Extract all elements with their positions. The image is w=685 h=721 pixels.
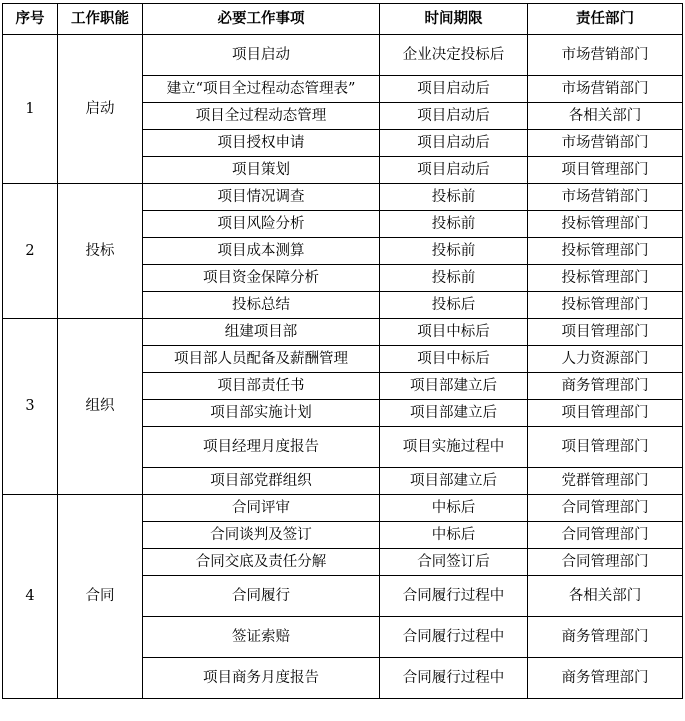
work-matrix-table (2, 3, 683, 699)
table-row (3, 319, 683, 346)
item-cell: 项目情况调查 (143, 184, 380, 211)
table-row (3, 35, 683, 76)
deadline-cell: 中标后 (380, 495, 528, 522)
item-cell: 项目策划 (143, 157, 380, 184)
dept-cell: 合同管理部门 (528, 495, 683, 522)
dept-cell: 商务管理部门 (528, 658, 683, 699)
header-row (3, 4, 683, 35)
dept-cell: 投标管理部门 (528, 211, 683, 238)
item-cell: 项目启动 (143, 35, 380, 76)
group-function: 投标 (58, 184, 143, 319)
dept-cell: 项目管理部门 (528, 400, 683, 427)
header-deadline: 时间期限 (380, 4, 528, 35)
deadline-cell: 合同履行过程中 (380, 617, 528, 658)
header-dept: 责任部门 (528, 4, 683, 35)
item-cell: 投标总结 (143, 292, 380, 319)
item-cell: 项目经理月度报告 (143, 427, 380, 468)
dept-cell: 人力资源部门 (528, 346, 683, 373)
item-cell: 项目部实施计划 (143, 400, 380, 427)
item-cell: 项目商务月度报告 (143, 658, 380, 699)
item-cell: 项目资金保障分析 (143, 265, 380, 292)
deadline-cell: 项目部建立后 (380, 400, 528, 427)
dept-cell: 商务管理部门 (528, 373, 683, 400)
deadline-cell: 企业决定投标后 (380, 35, 528, 76)
deadline-cell: 投标前 (380, 238, 528, 265)
deadline-cell: 项目实施过程中 (380, 427, 528, 468)
item-cell: 项目部责任书 (143, 373, 380, 400)
table-row (3, 495, 683, 522)
dept-cell: 合同管理部门 (528, 549, 683, 576)
header-no: 序号 (3, 4, 58, 35)
deadline-cell: 合同履行过程中 (380, 658, 528, 699)
item-cell: 合同履行 (143, 576, 380, 617)
dept-cell: 各相关部门 (528, 103, 683, 130)
dept-cell: 项目管理部门 (528, 427, 683, 468)
group-function: 启动 (58, 35, 143, 184)
deadline-cell: 项目部建立后 (380, 373, 528, 400)
item-cell: 项目部党群组织 (143, 468, 380, 495)
dept-cell: 市场营销部门 (528, 35, 683, 76)
deadline-cell: 投标前 (380, 184, 528, 211)
table-row (3, 184, 683, 211)
deadline-cell: 项目部建立后 (380, 468, 528, 495)
dept-cell: 合同管理部门 (528, 522, 683, 549)
header-item: 必要工作事项 (143, 4, 380, 35)
dept-cell: 投标管理部门 (528, 265, 683, 292)
item-cell: 组建项目部 (143, 319, 380, 346)
deadline-cell: 项目中标后 (380, 346, 528, 373)
group-function: 合同 (58, 495, 143, 699)
dept-cell: 党群管理部门 (528, 468, 683, 495)
deadline-cell: 项目启动后 (380, 130, 528, 157)
item-cell: 建立“项目全过程动态管理表” (143, 76, 380, 103)
item-cell: 项目部人员配备及薪酬管理 (143, 346, 380, 373)
item-cell: 合同交底及责任分解 (143, 549, 380, 576)
dept-cell: 投标管理部门 (528, 238, 683, 265)
deadline-cell: 项目启动后 (380, 103, 528, 130)
deadline-cell: 项目中标后 (380, 319, 528, 346)
dept-cell: 市场营销部门 (528, 76, 683, 103)
item-cell: 合同评审 (143, 495, 380, 522)
dept-cell: 市场营销部门 (528, 130, 683, 157)
group-number: 3 (3, 319, 58, 495)
item-cell: 项目授权申请 (143, 130, 380, 157)
table-body (3, 35, 683, 699)
dept-cell: 市场营销部门 (528, 184, 683, 211)
dept-cell: 各相关部门 (528, 576, 683, 617)
deadline-cell: 投标前 (380, 265, 528, 292)
deadline-cell: 合同履行过程中 (380, 576, 528, 617)
dept-cell: 商务管理部门 (528, 617, 683, 658)
group-number: 1 (3, 35, 58, 184)
group-number: 4 (3, 495, 58, 699)
deadline-cell: 中标后 (380, 522, 528, 549)
deadline-cell: 投标前 (380, 211, 528, 238)
deadline-cell: 投标后 (380, 292, 528, 319)
header-function: 工作职能 (58, 4, 143, 35)
deadline-cell: 合同签订后 (380, 549, 528, 576)
item-cell: 合同谈判及签订 (143, 522, 380, 549)
item-cell: 项目风险分析 (143, 211, 380, 238)
dept-cell: 项目管理部门 (528, 157, 683, 184)
group-function: 组织 (58, 319, 143, 495)
dept-cell: 投标管理部门 (528, 292, 683, 319)
deadline-cell: 项目启动后 (380, 157, 528, 184)
item-cell: 项目成本测算 (143, 238, 380, 265)
group-number: 2 (3, 184, 58, 319)
item-cell: 签证索赔 (143, 617, 380, 658)
item-cell: 项目全过程动态管理 (143, 103, 380, 130)
deadline-cell: 项目启动后 (380, 76, 528, 103)
dept-cell: 项目管理部门 (528, 319, 683, 346)
